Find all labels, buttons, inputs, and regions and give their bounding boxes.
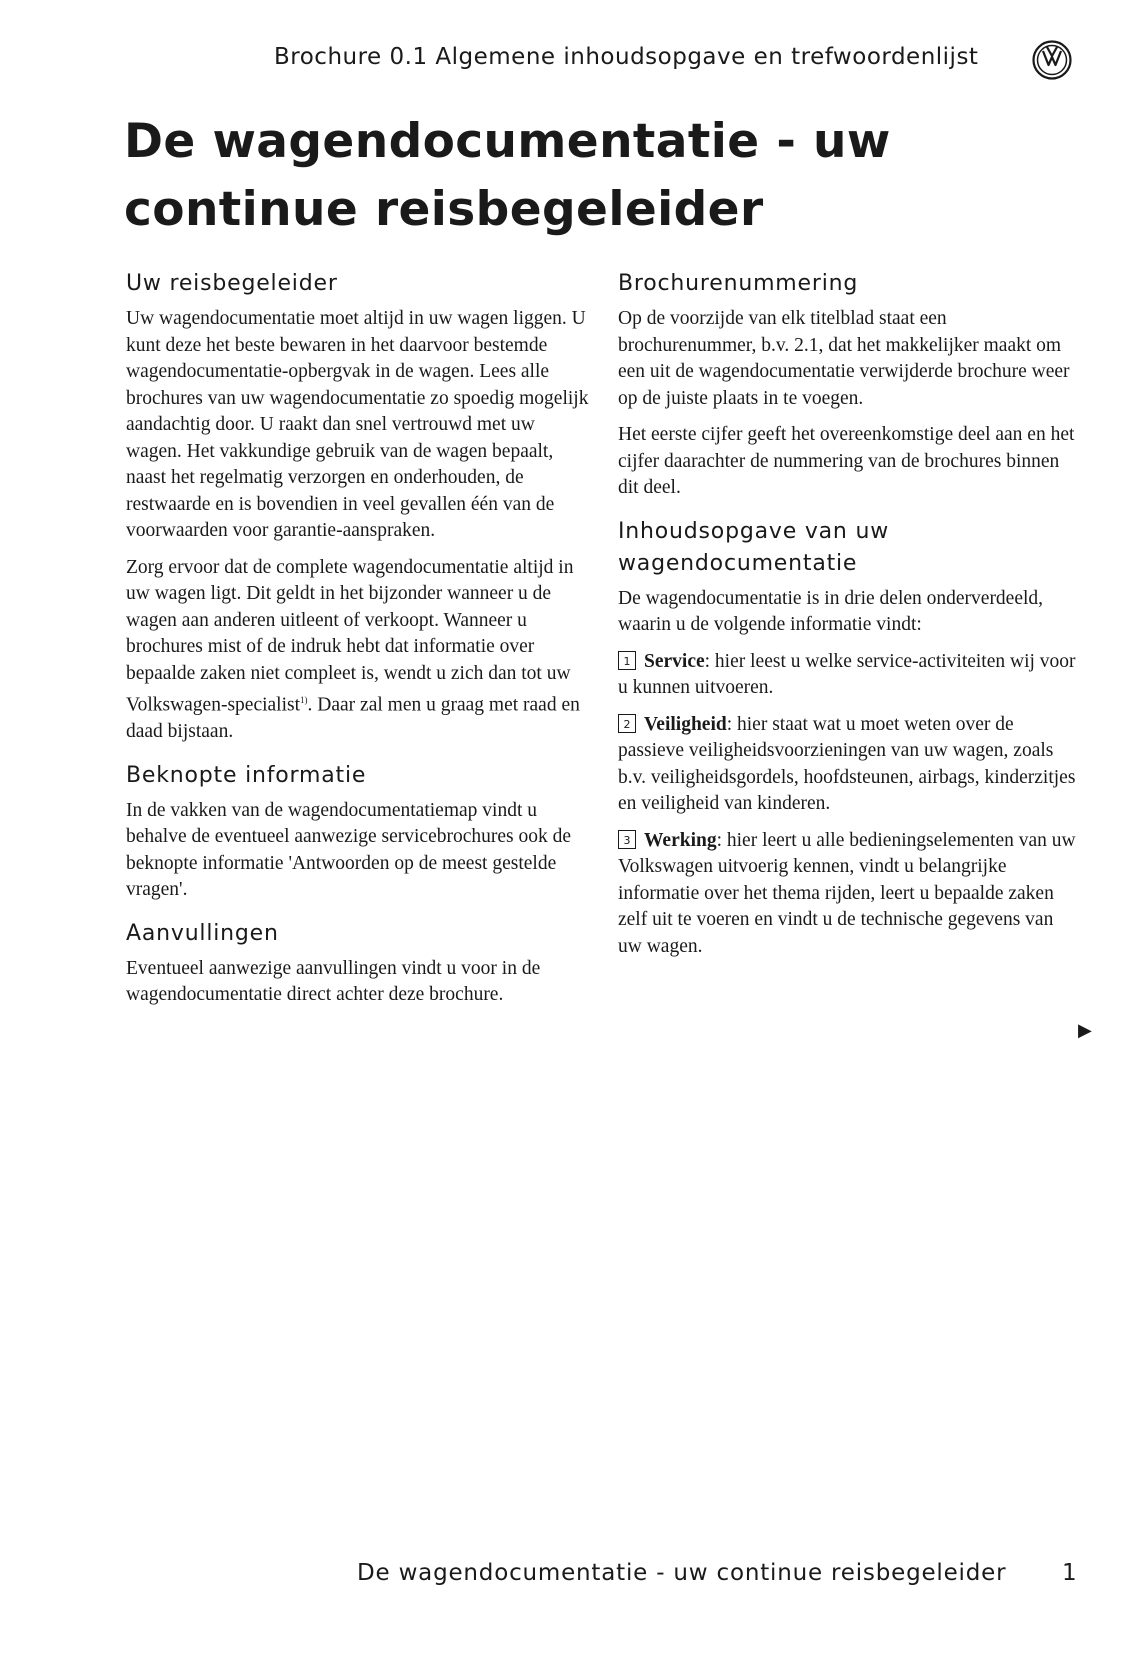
number-box: 2 (618, 714, 636, 733)
page-title: De wagendocumentatie - uw continue reisbegeleider (124, 114, 891, 237)
section-heading: Inhoudsopgave van uw wagendocumentatie (618, 518, 889, 576)
paragraph: In de vakken van de wagendocumentatiemap vindt u behalve de eventueel aanwezige servicebrochures ook de beknopte informatie 'Antwoorden op de meest gestelde vragen'. (126, 799, 572, 900)
right-column (618, 268, 1078, 974)
next-page-arrow-icon: ▶ (1078, 1020, 1092, 1041)
paragraph: Uw wagendocumentatie moet altijd in uw wagen liggen. U kunt deze het beste bewaren in het daarvoor bestemde wagendocumentatie-opbergvak in de wagen. Lees alle brochures van uw wagendocumentatie zo spoedig mogelijk aandachtig door. U raakt dan snel vertrouwd met uw wagen. Het vakkundige gebruik van de wagen bepaalt, naast het regelmatig verzorgen en onderhouden, de restwaarde en is bovendien in veel gevallen één van de voorwaarden voor garantie-aanspraken. (126, 308, 589, 541)
section-aanvullingen (126, 918, 592, 1009)
footnote-marker: 1) (300, 695, 308, 705)
paragraph-text: . Daar zal men u graag met raad en daad bijstaan. (126, 694, 580, 742)
list-item-label: Werking (644, 829, 717, 851)
list-item-text (618, 712, 1078, 818)
list-item-label: Service (644, 650, 705, 672)
list-item-body: : hier leert u alle bedieningselementen van uw Volkswagen uitvoerig kennen, vindt u belangrijke informatie over het thema rijden, leert u bepaalde zaken zelf uit te voeren en vindt u de technische gegevens van uw wagen. (618, 829, 1076, 957)
left-column (126, 268, 592, 1023)
section-heading: Brochurenummering (618, 271, 859, 296)
list-item-body: : hier staat wat u moet weten over de passieve veiligheidsvoorzieningen van uw wagen, zoals b.v. veiligheidsgordels, hoofdsteunen, airbags, kinderzitjes en veiligheid van kinderen. (618, 713, 1076, 814)
paragraph (126, 555, 592, 746)
section-heading: Uw reisbegeleider (126, 271, 338, 296)
list-item-body: : hier leest u welke service-activiteiten wij voor u kunnen uitvoeren. (618, 650, 1076, 698)
list-item-text (618, 649, 1078, 702)
number-box: 3 (618, 830, 636, 849)
list-item (618, 649, 1078, 702)
running-header: Brochure 0.1 Algemene inhoudsopgave en trefwoordenlijst (274, 44, 979, 70)
section-heading: Beknopte informatie (126, 762, 367, 788)
section-heading: Aanvullingen (126, 920, 279, 946)
list-item (618, 828, 1078, 961)
vw-logo-icon (1032, 40, 1072, 80)
running-footer: De wagendocumentatie - uw continue reisbegeleider (357, 1560, 1007, 1586)
page-number: 1 (1062, 1560, 1077, 1586)
paragraph: Het eerste cijfer geeft het overeenkomstige deel aan en het cijfer daarachter de nummering van de brochures binnen dit deel. (618, 424, 1075, 498)
paragraph: Op de voorzijde van elk titelblad staat een brochurenummer, b.v. 2.1, dat het makkelijker maakt om een uit de wagendocumentatie verwijderde brochure weer op de juiste plaats in te voegen. (618, 308, 1070, 409)
paragraph: Eventueel aanwezige aanvullingen vindt u voor in de wagendocumentatie direct achter deze brochure. (126, 957, 541, 1005)
list-item-text (618, 828, 1078, 961)
list-item-label: Veiligheid (644, 713, 727, 735)
number-box: 1 (618, 651, 636, 670)
section-brochurenummering (618, 268, 1078, 502)
section-inhoudsopgave (618, 516, 1078, 961)
list-item (618, 712, 1078, 818)
section-beknopte-informatie (126, 760, 592, 904)
paragraph: De wagendocumentatie is in drie delen onderverdeeld, waarin u de volgende informatie vindt: (618, 587, 1044, 635)
section-uw-reisbegeleider (126, 268, 592, 746)
paragraph-text: Zorg ervoor dat de complete wagendocumentatie altijd in uw wagen ligt. Dit geldt in het bijzonder wanneer u de wagen aan anderen uitleent of verkoopt. Wanneer u brochures mist of de indruk hebt dat informatie over bepaalde zaken niet compleet is, wendt u zich dan tot uw Volkswagen-specialist (126, 556, 574, 716)
